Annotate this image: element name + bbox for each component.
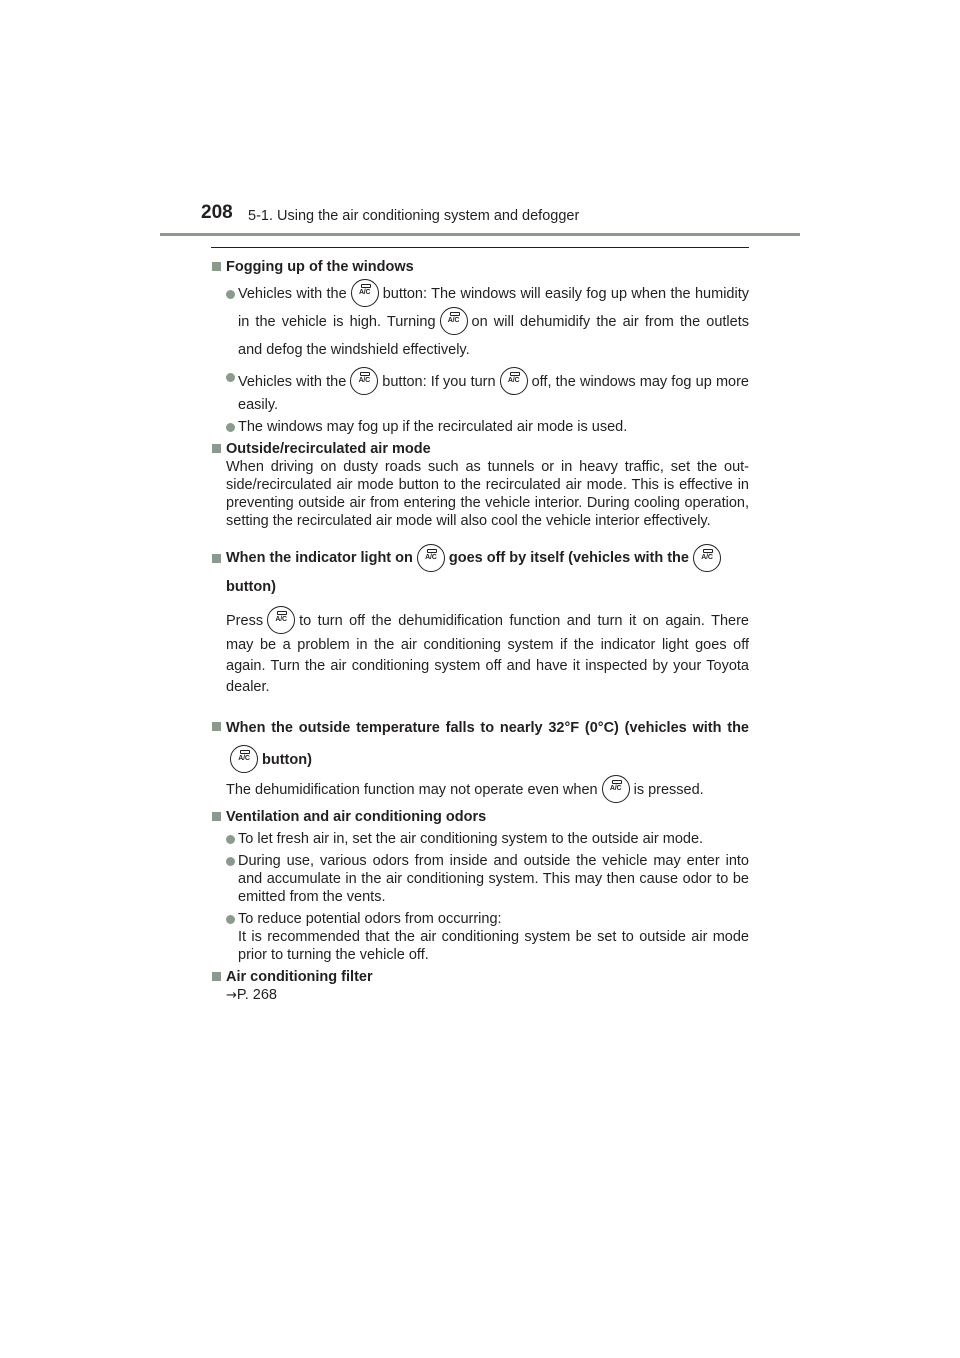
header-rule	[160, 233, 800, 236]
text: off, the windows may fog up more easily.	[238, 374, 749, 414]
text: goes off by itself (vehicles with the	[448, 550, 689, 567]
ac-button-icon	[350, 367, 378, 395]
text: to turn off the dehumidification function and turn it on again. There may be a problem in the air conditioning system if the indicator light goes off again. Turn the air conditioning system off and have it inspected by your Toyota dealer.	[226, 612, 749, 695]
ac-button-icon	[230, 745, 258, 773]
bullet-odors-1: To let fresh air in, set the air conditioning system to the outside air mode.	[211, 830, 749, 848]
text: Vehicles with the	[238, 286, 347, 302]
text: It is recommended that the air conditioning system be set to outside air mode prior to turning the vehicle off.	[238, 928, 749, 963]
page-header	[0, 0, 960, 240]
text: When the indicator light on	[226, 550, 413, 567]
text: button: The windows will easily fog up when the humidity in the vehicle is high. Turning	[238, 286, 749, 331]
ref-filter[interactable]	[211, 986, 749, 1005]
para-indicator	[211, 607, 749, 698]
heading-odors: Ventilation and air conditioning odors	[211, 808, 749, 826]
spacer	[211, 698, 749, 708]
text: The dehumidification function may not operate even when	[226, 781, 598, 798]
ac-button-icon	[693, 544, 721, 572]
ac-button-icon	[351, 279, 379, 307]
page-reference-link[interactable]: P. 268	[236, 986, 277, 1003]
heading-indicator	[211, 544, 749, 600]
bullet-fogging-1	[211, 280, 749, 364]
ac-button-icon	[417, 544, 445, 572]
text: on will dehumidify the air from the outlets and defog the windshield effectively.	[238, 314, 749, 359]
ac-button-icon	[500, 367, 528, 395]
page-number: 208	[201, 202, 233, 223]
heading-filter: Air conditioning filter	[211, 968, 749, 986]
heading-recirc: Outside/recirculated air mode	[211, 440, 749, 458]
ac-button-icon	[602, 775, 630, 803]
text: Press	[226, 612, 264, 629]
spacer	[211, 530, 749, 540]
page-content	[211, 254, 749, 1005]
bullet-fogging-2	[211, 368, 749, 414]
text: is pressed.	[633, 781, 704, 798]
text: Vehicles with the	[238, 374, 347, 391]
ac-button-icon	[440, 307, 468, 335]
para-temperature	[211, 776, 749, 804]
text: When the outside temperature falls to nearly 32°F (0°C) (vehicles with the	[226, 719, 749, 736]
text: To reduce potential odors from occurring:	[238, 910, 502, 927]
text: button)	[262, 751, 312, 768]
heading-fogging: Fogging up of the windows	[211, 258, 749, 276]
bullet-odors-3	[211, 910, 749, 964]
arrow-icon: →	[226, 987, 237, 1003]
text: button: If you turn	[382, 374, 496, 391]
bullet-fogging-3: The windows may fog up if the recirculated air mode is used.	[211, 418, 749, 436]
bullet-odors-2: During use, various odors from inside and outside the vehicle may enter into and accumulate in the air conditioning system. This may then cause odor to be emitted from the vents.	[211, 852, 749, 906]
heading-temperature	[211, 712, 749, 776]
text: button)	[226, 578, 276, 595]
chapter-title: 5-1. Using the air conditioning system and defogger	[248, 208, 580, 224]
para-recirc: When driving on dusty roads such as tunnels or in heavy traffic, set the out-side/recirculated air mode button to the recirculated air mode. This is effective in preventing outside air from entering the vehicle interior. During cooling operation, setting the recirculated air mode will also cool the vehicle interior effectively.	[226, 459, 749, 530]
section-rule	[211, 247, 749, 248]
ac-button-icon	[267, 606, 295, 634]
